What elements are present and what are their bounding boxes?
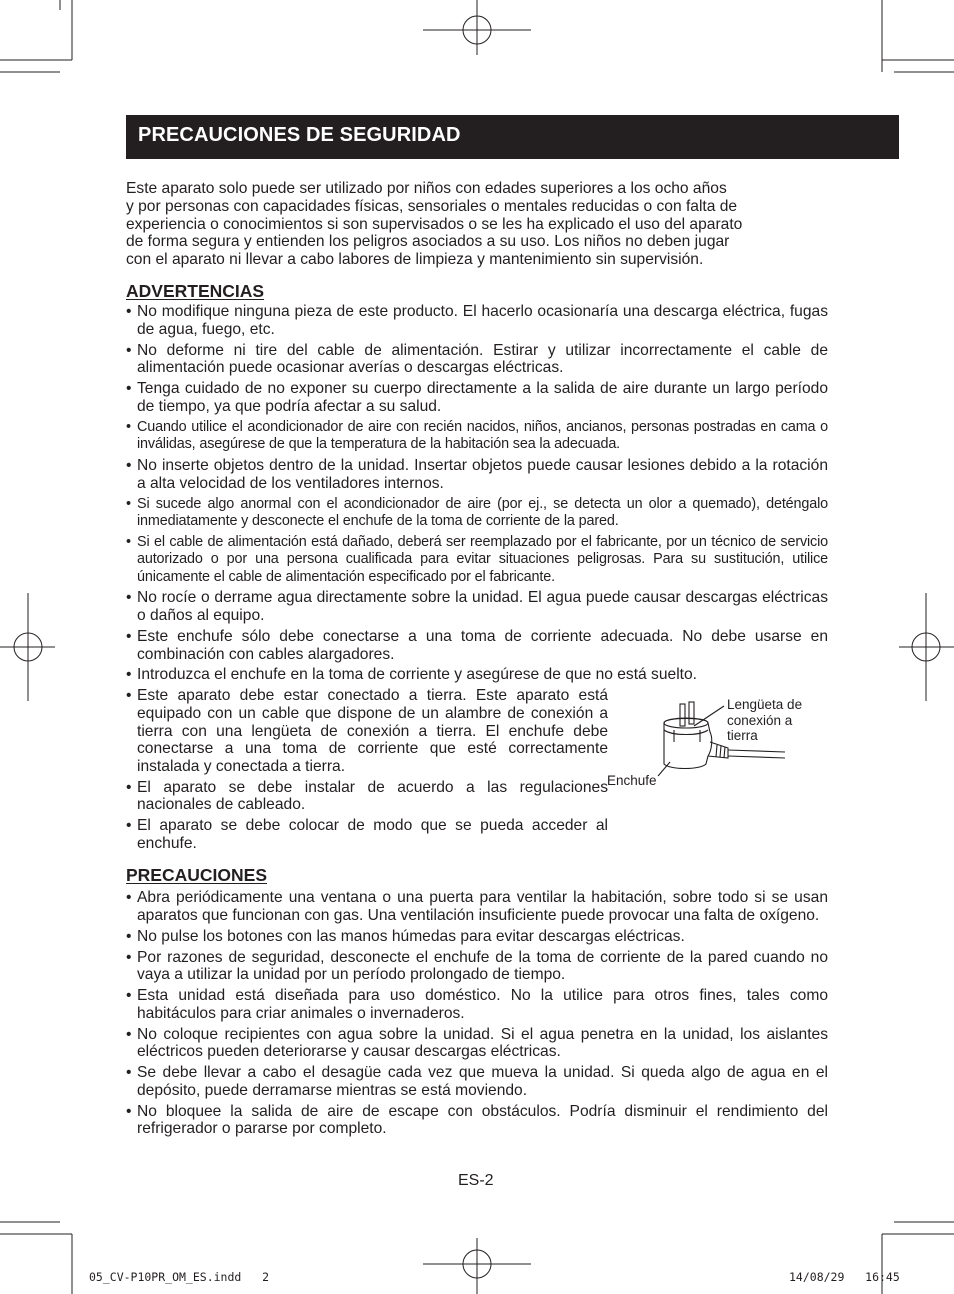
- intro-line: Este aparato solo puede ser utilizado por niños con edades superiores a los ocho años: [126, 180, 727, 197]
- warning-item: • El aparato se debe colocar de modo que se pueda acceder al enchufe.: [126, 817, 608, 852]
- warning-item: • El aparato se debe instalar de acuerdo a las regulaciones nacionales de cableado.: [126, 779, 608, 814]
- warning-item: • No rocíe o derrame agua directamente sobre la unidad. El agua puede causar descargas eléctricas o daños al equipo.: [126, 589, 828, 624]
- warning-item: • Este enchufe sólo debe conectarse a una toma de corriente adecuada. No debe usarse en combinación con cables alargadores.: [126, 628, 828, 663]
- precaution-item: • Por razones de seguridad, desconecte el enchufe de la toma de corriente de la pared cuando no vaya a utilizar la unidad por un período prolongado de tiempo.: [126, 949, 828, 984]
- footer-timestamp: 14/08/29 16:45: [789, 1270, 900, 1284]
- title-banner: [126, 115, 899, 159]
- ground-tab-label: Lengüeta de conexión a tierra: [727, 697, 803, 743]
- precaution-item: • Esta unidad está diseñada para uso doméstico. No la utilice para otros fines, tales como habitáculos para criar animales o invernaderos.: [126, 987, 828, 1022]
- precautions-heading: PRECAUCIONES: [126, 865, 267, 885]
- warning-item: • Tenga cuidado de no exponer su cuerpo directamente a la salida de aire durante un largo período de tiempo, ya que podría afectar a su salud.: [126, 380, 828, 415]
- precaution-item: • No pulse los botones con las manos húmedas para evitar descargas eléctricas.: [126, 928, 828, 946]
- precaution-item: • No coloque recipientes con agua sobre la unidad. Si el agua penetra en la unidad, los aislantes eléctricos pueden deteriorarse y causar descargas eléctricas.: [126, 1026, 828, 1061]
- footer-file-name: 05_CV-P10PR_OM_ES.indd 2: [89, 1270, 270, 1284]
- precaution-item: • Se debe llevar a cabo el desagüe cada vez que mueva la unidad. Si queda algo de agua en el depósito, puede derramarse mientras se está moviendo.: [126, 1064, 828, 1099]
- page-title: PRECAUCIONES DE SEGURIDAD: [138, 124, 461, 146]
- intro-paragraph: [126, 180, 828, 269]
- warning-item: • No inserte objetos dentro de la unidad. Insertar objetos puede causar lesiones debido a la rotación a alta velocidad de los ventiladores internos.: [126, 457, 828, 492]
- intro-line: y por personas con capacidades físicas, sensoriales o mentales reducidas o con falta de: [126, 197, 738, 215]
- precaution-item: • Abra periódicamente una ventana o una puerta para ventilar la habitación, sobre todo si se usan aparatos que funcionan con gas. Una ventilación insuficiente puede provocar una falta de oxígeno.: [126, 889, 828, 924]
- warnings-heading: ADVERTENCIAS: [126, 281, 265, 301]
- page-number: ES-2: [458, 1172, 494, 1189]
- warning-item: • Si el cable de alimentación está dañado, deberá ser reemplazado por el fabricante, por un técnico de servicio autorizado o por una persona cualificada para evitar situaciones peligrosas. Para su sustitución, utilice únicamente el cable de alimentación especificado por el fabricante.: [126, 534, 828, 586]
- intro-line: de forma segura y entienden los peligros asociados a su uso. Los niños no deben jugar: [126, 233, 730, 251]
- warning-item: • Introduzca el enchufe en la toma de corriente y asegúrese de que no está suelto.: [126, 666, 828, 684]
- warning-item: • Este aparato debe estar conectado a tierra. Este aparato está equipado con un cable que dispone de un alambre de conexión a tierra con una lengüeta de conexión a tierra. El enchufe debe conectarse a una toma de corriente que esté correctamente instalada y conectada a tierra.: [126, 687, 608, 775]
- warning-item: • No modifique ninguna pieza de este producto. El hacerlo ocasionaría una descarga eléctrica, fugas de agua, fuego, etc.: [126, 303, 828, 338]
- precautions-list: [126, 889, 828, 1141]
- warning-item: • Si sucede algo anormal con el acondicionador de aire (por ej., se detecta un olor a quemado), deténgalo inmediatamente y desconecte el enchufe de la toma de corriente de la pared.: [126, 496, 828, 531]
- intro-line: experiencia o conocimientos si son supervisados o se les ha explicado el uso del aparato: [126, 215, 743, 233]
- warning-item: • No deforme ni tire del cable de alimentación. Estirar y utilizar incorrectamente el cable de alimentación puede ocasionar averías o descargas eléctricas.: [126, 342, 828, 377]
- plug-label: Enchufe: [607, 773, 657, 788]
- precaution-item: • No bloquee la salida de aire de escape con obstáculos. Podría disminuir el rendimiento del refrigerador o pararse por completo.: [126, 1103, 828, 1138]
- warning-item: • Cuando utilice el acondicionador de aire con recién nacidos, niños, ancianos, personas postradas en cama o inválidas, asegúrese de que la temperatura de la habitación sea la adecuada.: [126, 419, 828, 454]
- intro-line: con el aparato ni llevar a cabo labores de limpieza y mantenimiento sin supervisión.: [126, 251, 704, 269]
